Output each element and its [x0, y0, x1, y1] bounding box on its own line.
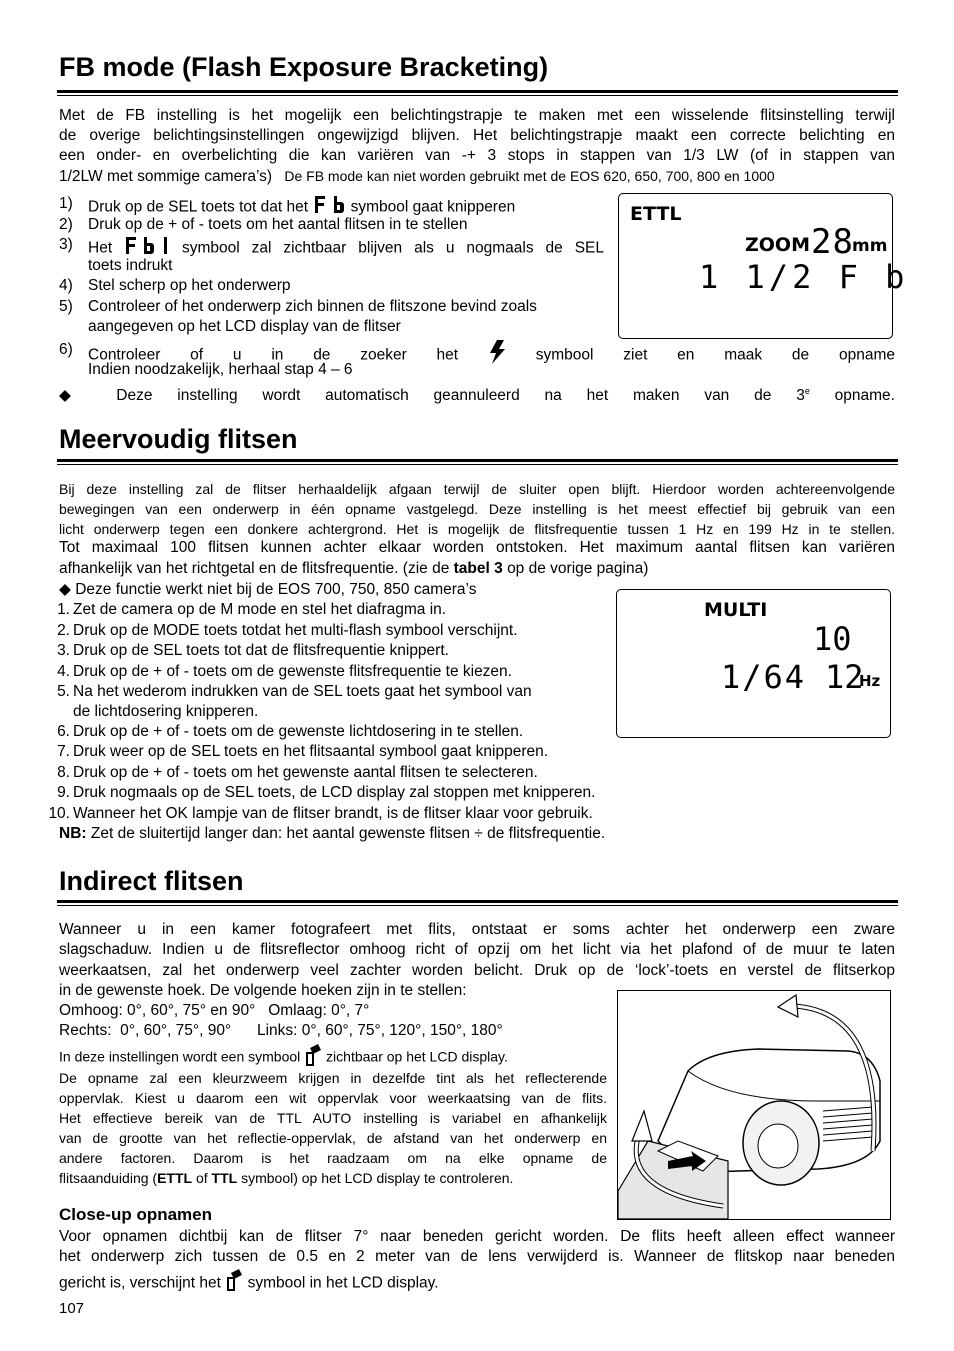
multi-step-cont: de lichtdosering knipperen. — [73, 703, 259, 720]
multi-step-number: 7. — [57, 743, 70, 760]
multi-step-number: 1. — [57, 601, 70, 618]
nb-label: NB: — [59, 825, 87, 842]
lcd-display-fb — [618, 193, 909, 339]
closeup-last-line — [59, 1268, 895, 1299]
section-title-indirect: Indirect flitsen — [59, 866, 244, 896]
fb-step-3-cont: toets indrukt — [88, 257, 173, 274]
title-rule — [57, 90, 898, 96]
indirect-small-text: of — [195, 1170, 208, 1186]
lcd-zoom-unit: mm — [852, 236, 888, 256]
indirect-small-line: andere factoren. Daarom is het raadzaam om na elke opname de — [59, 1150, 607, 1166]
fb-step-6-cont: Indien noodzakelijk, herhaal stap 4 – 6 — [88, 361, 353, 378]
multi-intro-line: Bij deze instelling zal de flitser herhaaldelijk afgaan terwijl de sluiter open blijft. Hierdoor worden achtereenvolgende — [59, 481, 895, 497]
ettl-label: ETTL — [157, 1170, 193, 1186]
table-reference: tabel 3 — [453, 560, 503, 577]
fb-note-text: ◆ Deze instelling wordt automatisch geannuleerd na het maken van de 3 — [59, 387, 805, 405]
multi-step: Druk op de + of - toets om de gewenste flitsfrequentie te kiezen. — [73, 663, 512, 680]
fb-cancel-note — [59, 381, 895, 407]
fb-step-text: Druk op de SEL toets tot dat het — [88, 198, 309, 216]
multi-step: Zet de camera op de M mode en stel het diafragma in. — [73, 601, 447, 618]
fb-step-number: 1) — [59, 195, 73, 212]
fb-intro-last — [59, 166, 895, 188]
fb-step-number: 4) — [59, 277, 73, 294]
fb-intro-note: De FB mode kan niet worden gebruikt met de EOS 620, 650, 700, 800 en 1000 — [284, 168, 775, 184]
fb-step-5-cont: aangegeven op het LCD display van de flitser — [88, 318, 401, 335]
multi-step-number: 10. — [48, 805, 70, 822]
bounce-text: In deze instellingen wordt een symbool — [59, 1048, 301, 1065]
multi-intro-line: bewegingen van een onderwerp in één opname vastgelegd. Deze instelling is het meest effectief bij gebruik van een — [59, 501, 895, 517]
fb-step-text: symbool ziet en maak de opname — [535, 346, 895, 364]
fb-intro-line: Met de FB instelling is het mogelijk een belichtingstrapje te maken met een wisselende flitsinstelling terwijl — [59, 107, 895, 124]
lcd-display-multi — [616, 589, 891, 738]
multi-step-number: 2. — [57, 622, 70, 639]
multi-nb-note — [59, 824, 895, 845]
lcd-mode-label: ETTL — [630, 203, 682, 225]
fb-step-number: 3) — [59, 236, 73, 253]
fb-intro-line: een onder- en overbelichting die kan variëren van -+ 3 stops in stappen van 1/3 LW (of in stappen van — [59, 147, 895, 164]
ttl-label: TTL — [211, 1170, 238, 1186]
fb-step-text: Het — [88, 239, 113, 257]
multi-intro-text: op de vorige pagina) — [507, 560, 649, 577]
angles-line: Rechts: 0°, 60°, 75°, 90° Links: 0°, 60°, 75°, 120°, 150°, 180° — [59, 1022, 503, 1039]
closeup-line: het onderwerp zich tussen de 0.5 en 2 meter van de lens verwijderd is. Wanneer de flitskop naar beneden — [59, 1248, 895, 1265]
multi-intro-text: afhankelijk van het richtgetal en de flitsfrequentie. (zie de — [59, 560, 450, 577]
multi-step-number: 4. — [57, 663, 70, 680]
flash-head-illustration — [617, 990, 891, 1220]
flash-head-drawing — [618, 991, 890, 1219]
indirect-intro-line: in de gewenste hoek. De volgende hoeken zijn in te stellen: — [59, 982, 467, 999]
multi-step: Druk op de SEL toets tot dat de flitsfrequentie knippert. — [73, 642, 449, 659]
closeup-line: Voor opnamen dichtbij kan de flitser 7° naar beneden gericht worden. De flits heeft alleen effect wanneer — [59, 1228, 895, 1245]
lcd-fb-line: 1 1/2 F b — [699, 258, 909, 296]
fb-note-text: opname. — [834, 387, 895, 405]
title-rule — [57, 900, 898, 906]
multi-step: Wanneer het OK lampje van de flitser brandt, is de flitser klaar voor gebruik. — [73, 805, 593, 822]
closeup-text: symbool in het LCD display. — [247, 1274, 439, 1292]
multi-step: Druk weer op de SEL toets en het flitsaantal symbool gaat knipperen. — [73, 743, 549, 760]
multi-step-number: 3. — [57, 642, 70, 659]
fb-note-sup: e — [804, 386, 810, 396]
indirect-intro-line: slagschaduw. Indien u de flitsreflector omhoog richt of opzij om het licht via het plafond of de muur te laten — [59, 941, 895, 958]
angles-line: Omhoog: 0°, 60°, 75° en 90° Omlaag: 0°, 7° — [59, 1002, 370, 1019]
indirect-small-line: De opname zal een kleurzweem krijgen in dezelfde tint als het reflecterende — [59, 1070, 607, 1086]
lcd-frequency-unit: Hz — [859, 672, 881, 690]
closeup-flash-icon — [225, 1268, 243, 1299]
multi-intro-line5 — [59, 559, 895, 580]
multi-step: Druk op de + of - toets om het gewenste aantal flitsen te selecteren. — [73, 764, 538, 781]
closeup-text: gericht is, verschijnt het — [59, 1274, 221, 1292]
indirect-small-line: oppervlak. Kiest u daarom een wit oppervlak voor weerkaatsing van de flits. — [59, 1090, 607, 1106]
page-number: 107 — [59, 1300, 85, 1317]
multi-step-number: 6. — [57, 723, 70, 740]
fb-step-5: Controleer of het onderwerp zich binnen de flitszone bevind zoals — [88, 298, 537, 315]
title-rule — [57, 459, 898, 465]
fb-step-4: Stel scherp op het onderwerp — [88, 277, 291, 294]
multi-step: Na het wederom indrukken van de SEL toets gaat het symbool van — [73, 683, 532, 700]
lcd-flash-count: 10 — [813, 620, 852, 658]
multi-step: Druk nogmaals op de SEL toets, de LCD display zal stoppen met knipperen. — [73, 784, 596, 801]
section-title-fb-mode: FB mode (Flash Exposure Bracketing) — [59, 52, 549, 82]
lcd-mode-label: MULTI — [704, 599, 768, 621]
fb-step-number: 5) — [59, 298, 73, 315]
bounce-text: zichtbaar op het LCD display. — [326, 1048, 508, 1065]
section-title-multi: Meervoudig flitsen — [59, 424, 298, 454]
lcd-power-level: 1/64 — [721, 658, 807, 696]
multi-step: Druk op de + of - toets om de gewenste lichtdosering in te stellen. — [73, 723, 524, 740]
fb-step-text: symbool zal zichtbaar blijven als u nogmaals de SEL — [182, 239, 604, 257]
nb-text: Zet de sluitertijd langer dan: het aantal gewenste flitsen ÷ de flitsfrequentie. — [90, 825, 606, 842]
indirect-small-line: van de grootte van het reflectie-oppervlak, de afstand van het onderwerp en — [59, 1130, 607, 1146]
multi-warning: ◆ Deze functie werkt niet bij de EOS 700, 750, 850 camera’s — [59, 581, 477, 598]
fb-step-number: 6) — [59, 341, 73, 358]
fb-step-2: Druk op de + of - toets om het aantal flitsen in te stellen — [88, 216, 468, 233]
flash-bolt-icon — [488, 340, 506, 371]
fb-step-number: 2) — [59, 216, 73, 233]
closeup-title: Close-up opnamen — [59, 1205, 213, 1224]
fb-step-text: symbool gaat knipperen — [350, 198, 516, 216]
multi-step: Druk op de MODE toets totdat het multi-flash symbool verschijnt. — [73, 622, 518, 639]
indirect-small-text: flitsaanduiding ( — [59, 1170, 158, 1186]
multi-step-number: 9. — [57, 784, 70, 801]
lcd-zoom-value: 28 — [811, 222, 854, 262]
lcd-zoom-label: ZOOM — [745, 234, 810, 256]
indirect-small-last — [59, 1168, 607, 1189]
multi-intro-line: Tot maximaal 100 flitsen kunnen achter elkaar worden ontstoken. Het maximum aantal flitsen kan variëren — [59, 539, 895, 556]
indirect-small-line: Het effectieve bereik van de TTL AUTO instelling is variabel en afhankelijk — [59, 1110, 607, 1126]
multi-step-number: 8. — [57, 764, 70, 781]
indirect-intro-line: weerkaatsen, zal het onderwerp veel zachter worden belicht. Druk op de ‘lock’-toets en verstel de flitserkop — [59, 962, 895, 979]
lcd-frequency: 12 — [825, 658, 864, 696]
multi-intro-line: licht onderwerp tegen een donkere achtergrond. Het is mogelijk de flitsfrequentie tussen 1 Hz en 199 Hz in te stellen. — [59, 521, 895, 537]
indirect-small-text: symbool) op het LCD display te controleren. — [241, 1170, 514, 1186]
fb-intro-last-text: 1/2LW met sommige camera’s) — [59, 168, 273, 185]
multi-step-number: 5. — [57, 683, 70, 700]
indirect-intro-line: Wanneer u in een kamer fotografeert met flits, ontstaat er soms achter het onderwerp een zware — [59, 921, 895, 938]
fb-step-text: Controleer of u in de zoeker het — [88, 346, 459, 364]
fb-intro-line: de overige belichtingsinstellingen ongewijzigd blijven. Het belichtingstrapje maakt een correcte belichting en — [59, 127, 895, 144]
